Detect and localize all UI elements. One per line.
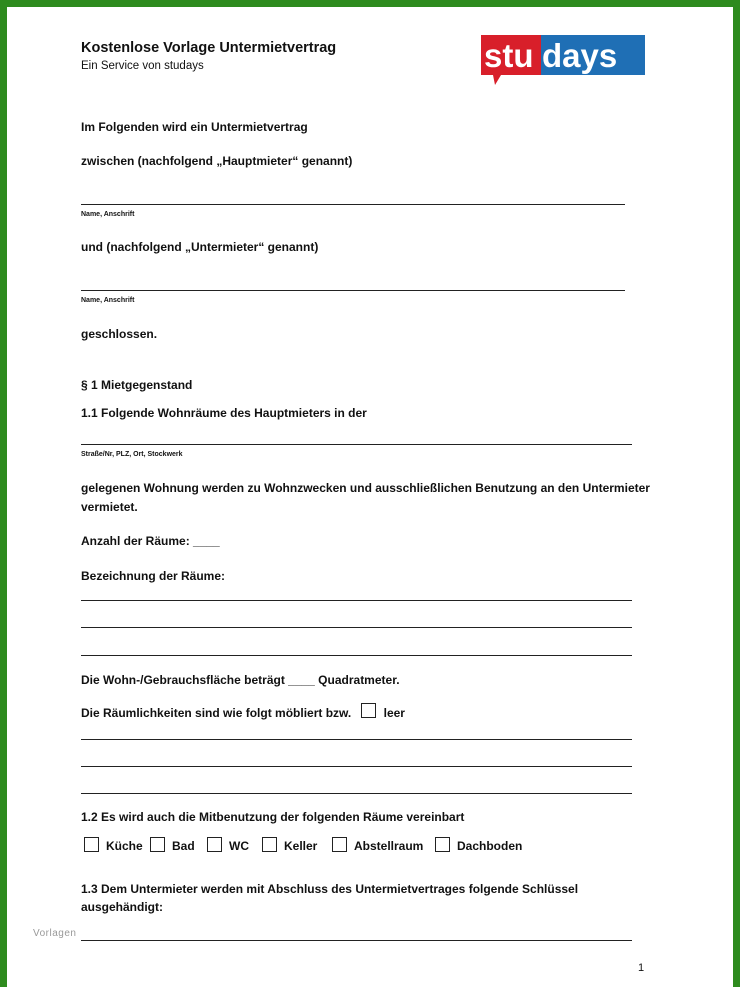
keller-checkbox[interactable] <box>262 837 277 852</box>
section-heading: § 1 Mietgegenstand <box>81 378 193 392</box>
location-line2: vermietet. <box>81 500 138 514</box>
fill-line-furnished-1 <box>81 739 632 740</box>
intro-line1: Im Folgenden wird ein Untermietvertrag <box>81 120 308 134</box>
watermark-text: Vorlagen <box>33 928 77 939</box>
checkbox-item-dachboden[interactable] <box>435 837 522 853</box>
svg-text:days: days <box>542 37 618 74</box>
checkbox-item-abstellraum[interactable] <box>332 837 423 853</box>
intro-line4: geschlossen. <box>81 327 158 341</box>
checkbox-item-wc[interactable] <box>207 837 249 853</box>
kueche-label: Küche <box>106 839 143 853</box>
checkbox-item-keller[interactable] <box>262 837 317 853</box>
bad-label: Bad <box>172 839 195 853</box>
fill-line-rooms-2 <box>81 627 632 628</box>
abstellraum-label: Abstellraum <box>354 839 424 853</box>
kueche-checkbox[interactable] <box>84 837 99 852</box>
document-subtitle: Ein Service von studays <box>81 60 204 72</box>
rooms-names-label: Bezeichnung der Räume: <box>81 569 226 583</box>
fill-line-rooms-1 <box>81 600 632 601</box>
paragraph-1-3-line2: ausgehändigt: <box>81 900 164 914</box>
paragraph-1-3-line1: 1.3 Dem Untermieter werden mit Abschluss des Untermietvertrages folgende Schlüssel <box>81 882 579 896</box>
wc-checkbox[interactable] <box>207 837 222 852</box>
fill-line-furnished-3 <box>81 793 632 794</box>
fill-line-furnished-2 <box>81 766 632 767</box>
dachboden-label: Dachboden <box>457 839 523 853</box>
furnished-row <box>81 703 405 720</box>
wc-label: WC <box>229 839 249 853</box>
bad-checkbox[interactable] <box>150 837 165 852</box>
area-label: Die Wohn-/Gebrauchsfläche beträgt ____ Quadratmeter. <box>81 673 400 687</box>
fill-line-untermieter <box>81 290 625 291</box>
checkbox-item-bad[interactable] <box>150 837 195 853</box>
paragraph-1-2: 1.2 Es wird auch die Mitbenutzung der folgenden Räume vereinbart <box>81 810 465 824</box>
fill-line-address <box>81 444 632 445</box>
keller-label: Keller <box>284 839 318 853</box>
fill-line-hauptmieter <box>81 204 625 205</box>
abstellraum-checkbox[interactable] <box>332 837 347 852</box>
empty-label: leer <box>383 706 405 720</box>
caption-name-2: Name, Anschrift <box>81 297 135 304</box>
svg-text:stu: stu <box>484 37 534 74</box>
empty-checkbox[interactable] <box>361 703 376 718</box>
intro-line2: zwischen (nachfolgend „Hauptmieter“ genannt) <box>81 154 353 168</box>
caption-name-1: Name, Anschrift <box>81 211 135 218</box>
page-number: 1 <box>638 962 645 974</box>
furnished-label: Die Räumlichkeiten sind wie folgt möbliert bzw. <box>81 706 352 720</box>
document-title: Kostenlose Vorlage Untermietvertrag <box>81 40 337 56</box>
caption-address: Straße/Nr, PLZ, Ort, Stockwerk <box>81 451 183 458</box>
checkbox-item-kueche[interactable] <box>84 837 143 853</box>
intro-line3: und (nachfolgend „Untermieter“ genannt) <box>81 240 319 254</box>
fill-line-keys <box>81 940 632 941</box>
fill-line-rooms-3 <box>81 655 632 656</box>
location-line1: gelegenen Wohnung werden zu Wohnzwecken und ausschließlichen Benutzung an den Untermieter <box>81 481 650 495</box>
paragraph-1-1: 1.1 Folgende Wohnräume des Hauptmieters in der <box>81 406 367 420</box>
studays-logo <box>479 33 647 93</box>
dachboden-checkbox[interactable] <box>435 837 450 852</box>
rooms-count-label: Anzahl der Räume: ____ <box>81 534 220 548</box>
